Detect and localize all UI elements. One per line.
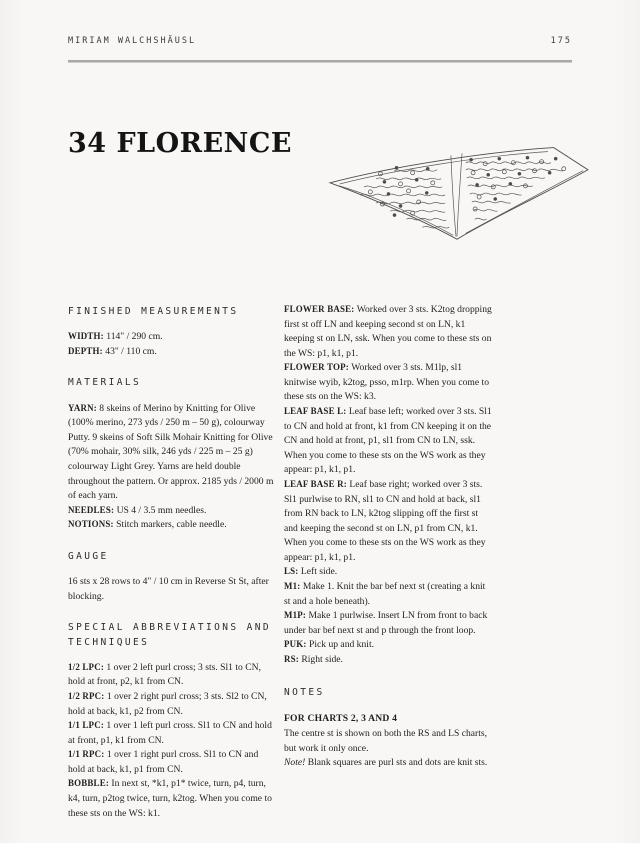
entry-text: 8 skeins of Merino by Knitting for Olive (100% merino, 273 yds / 250 m – 50 g), colourway Putty. 9 skeins of Soft Silk Mohair Knitting for Olive (70% mohair, 30% silk, 246 yds / 225 m – 25 g) colourway Light Grey. Yarns are held double throughout the pattern. Or approx. 2185 yds / 2000 m of each yarn. bbox=[68, 402, 274, 502]
entry-text: Make 1 purlwise. Insert LN from front to back under bar bef next st and p through the front loop. bbox=[284, 610, 488, 636]
entry-text: Make 1. Knit the bar bef next st (creating a knit st and a hole beneath). bbox=[284, 580, 486, 607]
entry-label: NOTIONS: bbox=[68, 519, 114, 530]
entry-text: Right side. bbox=[301, 653, 343, 665]
pattern-entry bbox=[68, 518, 274, 533]
entry-label: WIDTH: bbox=[68, 331, 104, 342]
entry-text: Worked over 3 sts. M1lp, sl1 knitwise wyib, k2tog, psso, m1rp. When you come to these sts on the WS: k3. bbox=[284, 362, 490, 403]
entry-text: 1 over 1 left purl cross. Sl1 to CN and hold at front, p1, k1 from CN. bbox=[68, 720, 272, 746]
entry-label: YARN: bbox=[68, 402, 97, 413]
entry-label: 1/1 LPC: bbox=[68, 720, 104, 731]
pattern-entry bbox=[68, 690, 274, 719]
entry-label: LS: bbox=[284, 566, 299, 577]
right-column bbox=[284, 303, 492, 788]
entry-label: M1P: bbox=[284, 610, 307, 621]
section-finished-measurements bbox=[68, 305, 274, 359]
section-gauge bbox=[68, 550, 274, 604]
entry-text: Leaf base left; worked over 3 sts. Sl1 to CN and hold at front, k1 from CN keeping it on the CN and hold at front, p1, sl1 from CN to LN, ssk. When you come to these sts on the WS work as they appear: p1, k1, p1. bbox=[284, 406, 492, 476]
section-heading: GAUGE bbox=[68, 550, 109, 562]
entry-text: 114" / 290 cm. bbox=[106, 331, 163, 343]
entry-text: 43" / 110 cm. bbox=[105, 345, 157, 357]
entry-text: 1 over 1 right purl cross. Sl1 to CN and hold at back, k1, p1 from CN. bbox=[68, 749, 259, 775]
entry-label: LEAF BASE R: bbox=[284, 478, 347, 489]
pattern-entry bbox=[68, 402, 274, 504]
entry-list bbox=[68, 402, 274, 533]
pattern-entry bbox=[68, 330, 274, 345]
pattern-entry bbox=[284, 478, 492, 565]
running-header bbox=[68, 36, 572, 46]
section-heading: NOTES bbox=[284, 687, 325, 699]
pattern-entry bbox=[68, 777, 274, 821]
shawl-sketch-svg bbox=[324, 142, 598, 262]
section-heading: FINISHED MEASUREMENTS bbox=[68, 306, 239, 317]
entry-text: 1 over 2 right purl cross; 3 sts. Sl2 to CN, hold at back, k1, p2 from CN. bbox=[68, 690, 267, 717]
entry-list bbox=[68, 575, 274, 604]
section-special-abbreviations bbox=[68, 621, 274, 821]
entry-label: FLOWER TOP: bbox=[284, 362, 349, 373]
entry-label: DEPTH: bbox=[68, 345, 103, 356]
notes-subheading: FOR CHARTS 2, 3 AND 4 bbox=[284, 712, 398, 724]
entry-label: 1/2 RPC: bbox=[68, 690, 105, 701]
entry-label: BOBBLE: bbox=[68, 778, 109, 789]
pattern-entry bbox=[284, 609, 492, 638]
abbreviation-list bbox=[284, 303, 492, 667]
section-heading: MATERIALS bbox=[68, 377, 142, 389]
note-label: Note! bbox=[284, 757, 306, 769]
section-heading: SPECIAL ABBREVIATIONS AND TECHNIQUES bbox=[68, 622, 271, 648]
pattern-entry bbox=[284, 580, 492, 609]
entry-text: 1 over 2 left purl cross; 3 sts. Sl1 to CN, hold at front, p2, k1 from CN. bbox=[68, 661, 261, 688]
entry-text: US 4 / 3.5 mm needles. bbox=[116, 504, 207, 516]
pattern-entry bbox=[68, 575, 274, 604]
shawl-illustration bbox=[324, 142, 598, 262]
pattern-entry bbox=[284, 638, 492, 653]
pattern-entry bbox=[284, 653, 492, 668]
pattern-entry bbox=[68, 661, 274, 690]
entry-list bbox=[68, 661, 274, 821]
note-text: Blank squares are purl sts and dots are knit sts. bbox=[307, 757, 488, 769]
entry-label: 1/1 RPC: bbox=[68, 749, 105, 760]
entry-text: Left side. bbox=[300, 566, 338, 578]
entry-label: NEEDLES: bbox=[68, 504, 115, 515]
two-column-body bbox=[68, 303, 492, 838]
entry-label: PUK: bbox=[284, 639, 307, 650]
entry-text: Leaf base right; worked over 3 sts. Sl1 purlwise to RN, sl1 to CN and hold at back, sl1 from RN back to LN, k2tog slipping off the first st and keeping the second st on LN, p1 from CN, k1. When you come to these sts on the WS work as they appear: p1, k1, p1. bbox=[284, 478, 486, 563]
notes-body: The centre st is shown on both the RS and LS charts, but work it only once. bbox=[284, 728, 488, 754]
entry-list bbox=[68, 330, 274, 359]
entry-label: LEAF BASE L: bbox=[284, 406, 347, 417]
pattern-entry bbox=[284, 303, 492, 361]
pattern-entry bbox=[284, 565, 492, 580]
page-number: 175 bbox=[550, 36, 572, 46]
pattern-entry bbox=[68, 504, 274, 519]
section-materials bbox=[68, 376, 274, 532]
entry-text: Stitch markers, cable needle. bbox=[116, 519, 227, 531]
page-title: 34 FLORENCE bbox=[68, 128, 292, 159]
entry-label: RS: bbox=[284, 653, 299, 664]
notes-note-line bbox=[284, 756, 492, 771]
entry-text: Pick up and knit. bbox=[308, 639, 375, 651]
pattern-entry bbox=[68, 748, 274, 777]
entry-text: Worked over 3 sts. K2tog dropping first st off LN and keeping second st on LN, k1 keeping st on LN, ssk. When you come to these sts on the WS: p1, k1, p1. bbox=[284, 304, 492, 359]
author-name: MIRIAM WALCHSHÄUSL bbox=[68, 36, 197, 46]
left-column bbox=[68, 303, 274, 838]
entry-text: In next st, *k1, p1* twice, turn, p4, turn, k4, turn, p2tog twice, turn, k2tog. When you come to these sts on the WS: k1. bbox=[68, 778, 272, 819]
entry-text: 16 sts x 28 rows to 4" / 10 cm in Reverse St St, after blocking. bbox=[68, 576, 269, 602]
pattern-entry bbox=[68, 345, 274, 360]
pattern-entry bbox=[284, 405, 492, 478]
entry-label: FLOWER BASE: bbox=[284, 304, 355, 314]
pattern-entry bbox=[68, 719, 274, 748]
entry-label: M1: bbox=[284, 580, 301, 591]
header-rule bbox=[68, 60, 572, 63]
section-notes bbox=[284, 686, 492, 771]
pattern-entry bbox=[284, 361, 492, 405]
entry-label: 1/2 LPC: bbox=[68, 661, 104, 672]
